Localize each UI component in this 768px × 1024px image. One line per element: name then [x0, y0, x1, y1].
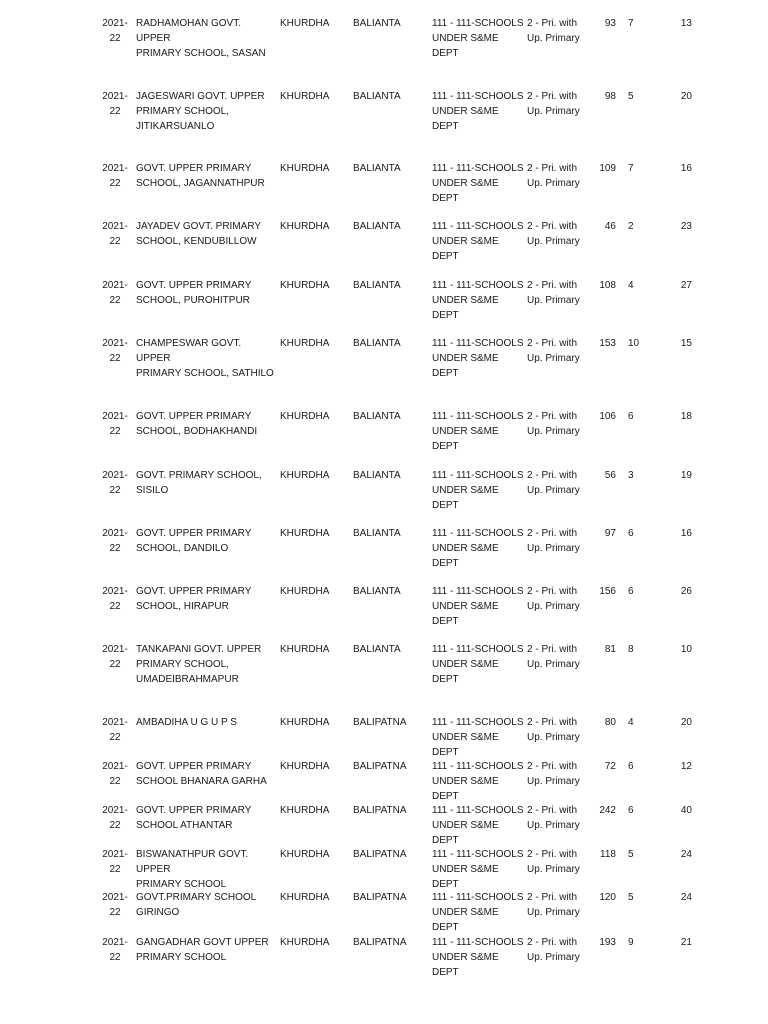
category-cell-line: Up. Primary	[527, 820, 580, 831]
school-name-cell-line: SCHOOL, DANDILO	[136, 543, 229, 554]
year-cell-line: 22	[109, 820, 121, 831]
year-cell-line: 2021-	[102, 892, 128, 903]
school-name-cell	[136, 642, 276, 687]
school-name-cell-line: UMADEIBRAHMAPUR	[136, 674, 239, 685]
count-3-cell: 20	[680, 91, 692, 102]
category-cell	[527, 935, 587, 965]
block-cell: BALIANTA	[353, 91, 401, 102]
management-cell	[432, 803, 524, 848]
category-cell-line: 2 - Pri. with	[527, 18, 578, 29]
count-1-cell: 56	[604, 470, 616, 481]
school-name-cell-line: PRIMARY SCHOOL	[136, 879, 227, 890]
school-name-cell-line: CHAMPESWAR GOVT. UPPER	[136, 338, 242, 364]
year-cell-line: 2021-	[102, 586, 128, 597]
school-name-cell-line: PRIMARY SCHOOL,	[136, 106, 229, 117]
district-cell: KHURDHA	[280, 717, 330, 728]
year-cell-line: 2021-	[102, 280, 128, 291]
block-cell: BALIANTA	[353, 280, 401, 291]
year-cell-line: 22	[109, 952, 121, 963]
school-name-cell	[136, 890, 276, 920]
count-3-cell: 18	[680, 411, 692, 422]
year-cell-line: 22	[109, 776, 121, 787]
year-cell-line: 2021-	[102, 411, 128, 422]
category-cell-line: Up. Primary	[527, 864, 580, 875]
count-3-cell: 19	[680, 470, 692, 481]
category-cell-line: Up. Primary	[527, 295, 580, 306]
school-name-cell	[136, 409, 276, 439]
category-cell	[527, 759, 587, 789]
count-2-cell: 7	[628, 163, 634, 174]
block-cell: BALIPATNA	[353, 761, 407, 772]
management-cell-line: UNDER S&ME DEPT	[432, 907, 499, 933]
year-cell	[100, 89, 130, 119]
management-cell-line: UNDER S&ME DEPT	[432, 659, 499, 685]
category-cell-line: Up. Primary	[527, 33, 580, 44]
block-cell: BALIANTA	[353, 18, 401, 29]
school-name-cell	[136, 935, 276, 965]
management-cell-line: 111 - 111-SCHOOLS	[432, 761, 524, 772]
management-cell	[432, 16, 524, 61]
count-3-cell: 27	[680, 280, 692, 291]
management-cell	[432, 847, 524, 892]
management-cell-line: UNDER S&ME DEPT	[432, 106, 499, 132]
year-cell	[100, 409, 130, 439]
count-2-cell: 6	[628, 586, 634, 597]
district-cell: KHURDHA	[280, 586, 330, 597]
district-cell: KHURDHA	[280, 805, 330, 816]
category-cell-line: 2 - Pri. with	[527, 528, 578, 539]
category-cell-line: 2 - Pri. with	[527, 470, 578, 481]
year-cell	[100, 526, 130, 556]
management-cell-line: UNDER S&ME DEPT	[432, 33, 499, 59]
year-cell	[100, 642, 130, 672]
year-cell-line: 22	[109, 732, 121, 743]
year-cell	[100, 468, 130, 498]
block-cell: BALIPATNA	[353, 849, 407, 860]
school-name-cell-line: RADHAMOHAN GOVT. UPPER	[136, 18, 242, 44]
category-cell-line: Up. Primary	[527, 426, 580, 437]
year-cell	[100, 759, 130, 789]
count-3-cell: 23	[680, 221, 692, 232]
year-cell	[100, 278, 130, 308]
school-name-cell-line: SCHOOL, KENDUBILLOW	[136, 236, 257, 247]
count-3-cell: 10	[680, 644, 692, 655]
management-cell-line: 111 - 111-SCHOOLS	[432, 470, 524, 481]
count-1-cell: 46	[604, 221, 616, 232]
school-name-cell	[136, 468, 276, 498]
year-cell-line: 2021-	[102, 937, 128, 948]
district-cell: KHURDHA	[280, 849, 330, 860]
management-cell-line: 111 - 111-SCHOOLS	[432, 280, 524, 291]
district-cell: KHURDHA	[280, 937, 330, 948]
category-cell-line: Up. Primary	[527, 952, 580, 963]
block-cell: BALIANTA	[353, 221, 401, 232]
year-cell-line: 2021-	[102, 805, 128, 816]
block-cell: BALIANTA	[353, 338, 401, 349]
category-cell-line: 2 - Pri. with	[527, 892, 578, 903]
year-cell-line: 22	[109, 864, 121, 875]
management-cell	[432, 278, 524, 323]
management-cell-line: UNDER S&ME DEPT	[432, 543, 499, 569]
management-cell-line: 111 - 111-SCHOOLS	[432, 528, 524, 539]
school-name-cell-line: GOVT. UPPER PRIMARY	[136, 280, 252, 291]
management-cell-line: 111 - 111-SCHOOLS	[432, 586, 524, 597]
district-cell: KHURDHA	[280, 91, 330, 102]
district-cell: KHURDHA	[280, 221, 330, 232]
count-1-cell: 118	[600, 849, 616, 860]
year-cell-line: 2021-	[102, 163, 128, 174]
school-name-cell-line: GOVT. UPPER PRIMARY	[136, 411, 252, 422]
school-name-cell	[136, 715, 276, 730]
category-cell-line: 2 - Pri. with	[527, 586, 578, 597]
category-cell	[527, 409, 587, 439]
count-2-cell: 6	[628, 411, 634, 422]
school-name-cell-line: SCHOOL ATHANTAR	[136, 820, 233, 831]
count-3-cell: 24	[680, 849, 692, 860]
count-3-cell: 21	[680, 937, 692, 948]
management-cell-line: UNDER S&ME DEPT	[432, 732, 499, 758]
management-cell-line: 111 - 111-SCHOOLS	[432, 892, 524, 903]
school-name-cell-line: PRIMARY SCHOOL, SATHILO	[136, 368, 274, 379]
block-cell: BALIPATNA	[353, 805, 407, 816]
count-2-cell: 3	[628, 470, 634, 481]
category-cell-line: 2 - Pri. with	[527, 805, 578, 816]
school-name-cell-line: GOVT.PRIMARY SCHOOL	[136, 892, 257, 903]
school-name-cell-line: SISILO	[136, 485, 169, 496]
category-cell	[527, 336, 587, 366]
year-cell-line: 22	[109, 543, 121, 554]
year-cell-line: 22	[109, 353, 121, 364]
school-name-cell	[136, 278, 276, 308]
school-name-cell	[136, 219, 276, 249]
management-cell-line: UNDER S&ME DEPT	[432, 952, 499, 978]
management-cell-line: UNDER S&ME DEPT	[432, 426, 499, 452]
management-cell-line: 111 - 111-SCHOOLS	[432, 18, 524, 29]
count-2-cell: 4	[628, 717, 634, 728]
management-cell	[432, 935, 524, 980]
school-name-cell-line: GOVT. UPPER PRIMARY	[136, 805, 252, 816]
block-cell: BALIANTA	[353, 470, 401, 481]
category-cell-line: 2 - Pri. with	[527, 221, 578, 232]
year-cell-line: 22	[109, 236, 121, 247]
management-cell-line: UNDER S&ME DEPT	[432, 353, 499, 379]
year-cell	[100, 584, 130, 614]
management-cell-line: UNDER S&ME DEPT	[432, 178, 499, 204]
category-cell-line: Up. Primary	[527, 907, 580, 918]
category-cell	[527, 161, 587, 191]
district-cell: KHURDHA	[280, 411, 330, 422]
school-name-cell-line: PRIMARY SCHOOL,	[136, 659, 229, 670]
school-name-cell-line: TANKAPANI GOVT. UPPER	[136, 644, 262, 655]
school-name-cell-line: PRIMARY SCHOOL	[136, 952, 227, 963]
school-name-cell-line: GOVT. UPPER PRIMARY	[136, 761, 252, 772]
management-cell-line: UNDER S&ME DEPT	[432, 820, 499, 846]
year-cell-line: 2021-	[102, 18, 128, 29]
school-name-cell-line: JAYADEV GOVT. PRIMARY	[136, 221, 262, 232]
school-name-cell	[136, 803, 276, 833]
count-3-cell: 15	[680, 338, 692, 349]
count-3-cell: 40	[680, 805, 692, 816]
year-cell-line: 2021-	[102, 470, 128, 481]
year-cell-line: 2021-	[102, 91, 128, 102]
block-cell: BALIANTA	[353, 586, 401, 597]
school-name-cell-line: GOVT. UPPER PRIMARY	[136, 586, 252, 597]
district-cell: KHURDHA	[280, 18, 330, 29]
school-name-cell-line: JAGESWARI GOVT. UPPER	[136, 91, 265, 102]
management-cell	[432, 336, 524, 381]
school-name-cell-line: SCHOOL, HIRAPUR	[136, 601, 229, 612]
school-name-cell	[136, 89, 276, 134]
block-cell: BALIPATNA	[353, 717, 407, 728]
school-name-cell-line: SCHOOL, JAGANNATHPUR	[136, 178, 265, 189]
count-2-cell: 2	[628, 221, 634, 232]
category-cell-line: Up. Primary	[527, 485, 580, 496]
count-1-cell: 72	[604, 761, 616, 772]
count-1-cell: 80	[604, 717, 616, 728]
year-cell-line: 22	[109, 295, 121, 306]
year-cell-line: 22	[109, 106, 121, 117]
school-name-cell-line: JITIKARSUANLO	[136, 121, 215, 132]
district-cell: KHURDHA	[280, 892, 330, 903]
year-cell-line: 22	[109, 601, 121, 612]
school-name-cell-line: GOVT. UPPER PRIMARY	[136, 528, 252, 539]
category-cell	[527, 642, 587, 672]
school-name-cell	[136, 847, 276, 892]
count-1-cell: 97	[604, 528, 616, 539]
category-cell	[527, 584, 587, 614]
district-cell: KHURDHA	[280, 163, 330, 174]
count-1-cell: 120	[599, 892, 616, 903]
year-cell-line: 2021-	[102, 528, 128, 539]
category-cell	[527, 847, 587, 877]
district-cell: KHURDHA	[280, 761, 330, 772]
count-3-cell: 16	[680, 528, 692, 539]
management-cell-line: UNDER S&ME DEPT	[432, 485, 499, 511]
school-name-cell	[136, 584, 276, 614]
management-cell	[432, 759, 524, 804]
category-cell-line: 2 - Pri. with	[527, 644, 578, 655]
year-cell	[100, 847, 130, 877]
management-cell	[432, 642, 524, 687]
school-name-cell	[136, 759, 276, 789]
category-cell-line: Up. Primary	[527, 659, 580, 670]
count-1-cell: 156	[599, 586, 616, 597]
category-cell	[527, 526, 587, 556]
count-3-cell: 20	[680, 717, 692, 728]
count-1-cell: 106	[599, 411, 616, 422]
management-cell	[432, 890, 524, 935]
management-cell-line: 111 - 111-SCHOOLS	[432, 338, 524, 349]
year-cell-line: 2021-	[102, 717, 128, 728]
management-cell	[432, 219, 524, 264]
count-2-cell: 6	[628, 528, 634, 539]
count-1-cell: 98	[604, 91, 616, 102]
block-cell: BALIANTA	[353, 644, 401, 655]
year-cell-line: 2021-	[102, 338, 128, 349]
management-cell	[432, 89, 524, 134]
count-1-cell: 193	[599, 937, 616, 948]
count-3-cell: 16	[680, 163, 692, 174]
year-cell	[100, 890, 130, 920]
year-cell-line: 2021-	[102, 221, 128, 232]
management-cell-line: 111 - 111-SCHOOLS	[432, 91, 524, 102]
school-name-cell-line: SCHOOL BHANARA GARHA	[136, 776, 267, 787]
management-cell-line: 111 - 111-SCHOOLS	[432, 221, 524, 232]
year-cell-line: 2021-	[102, 761, 128, 772]
count-2-cell: 10	[628, 338, 640, 349]
year-cell	[100, 219, 130, 249]
school-name-cell-line: SCHOOL, PUROHITPUR	[136, 295, 250, 306]
category-cell	[527, 715, 587, 745]
category-cell-line: Up. Primary	[527, 106, 580, 117]
year-cell	[100, 16, 130, 46]
category-cell-line: Up. Primary	[527, 543, 580, 554]
school-name-cell-line: GOVT. UPPER PRIMARY	[136, 163, 252, 174]
management-cell	[432, 409, 524, 454]
category-cell	[527, 890, 587, 920]
management-cell-line: UNDER S&ME DEPT	[432, 295, 499, 321]
year-cell-line: 22	[109, 178, 121, 189]
year-cell	[100, 336, 130, 366]
count-1-cell: 242	[599, 805, 616, 816]
school-name-cell-line: SCHOOL, BODHAKHANDI	[136, 426, 258, 437]
count-3-cell: 13	[680, 18, 692, 29]
school-name-cell	[136, 526, 276, 556]
count-1-cell: 81	[604, 644, 616, 655]
category-cell	[527, 89, 587, 119]
category-cell-line: 2 - Pri. with	[527, 937, 578, 948]
district-cell: KHURDHA	[280, 470, 330, 481]
count-1-cell: 93	[604, 18, 616, 29]
count-2-cell: 8	[628, 644, 634, 655]
category-cell-line: 2 - Pri. with	[527, 280, 578, 291]
year-cell	[100, 715, 130, 745]
count-2-cell: 5	[628, 849, 634, 860]
count-2-cell: 6	[628, 761, 634, 772]
category-cell	[527, 278, 587, 308]
category-cell-line: Up. Primary	[527, 178, 580, 189]
category-cell-line: 2 - Pri. with	[527, 338, 578, 349]
management-cell-line: 111 - 111-SCHOOLS	[432, 163, 524, 174]
management-cell-line: UNDER S&ME DEPT	[432, 236, 499, 262]
count-1-cell: 153	[599, 338, 616, 349]
count-2-cell: 6	[628, 805, 634, 816]
category-cell	[527, 16, 587, 46]
management-cell-line: 111 - 111-SCHOOLS	[432, 411, 524, 422]
year-cell	[100, 161, 130, 191]
category-cell	[527, 803, 587, 833]
management-cell	[432, 715, 524, 760]
count-1-cell: 109	[599, 163, 616, 174]
category-cell	[527, 468, 587, 498]
category-cell-line: Up. Primary	[527, 601, 580, 612]
school-name-cell	[136, 336, 276, 381]
category-cell-line: 2 - Pri. with	[527, 849, 578, 860]
count-3-cell: 24	[680, 892, 692, 903]
year-cell	[100, 935, 130, 965]
year-cell-line: 2021-	[102, 849, 128, 860]
management-cell-line: UNDER S&ME DEPT	[432, 601, 499, 627]
management-cell-line: 111 - 111-SCHOOLS	[432, 717, 524, 728]
category-cell-line: 2 - Pri. with	[527, 411, 578, 422]
category-cell-line: 2 - Pri. with	[527, 163, 578, 174]
count-3-cell: 12	[680, 761, 692, 772]
year-cell-line: 22	[109, 659, 121, 670]
count-2-cell: 4	[628, 280, 634, 291]
year-cell	[100, 803, 130, 833]
count-3-cell: 26	[680, 586, 692, 597]
block-cell: BALIPATNA	[353, 937, 407, 948]
category-cell	[527, 219, 587, 249]
category-cell-line: Up. Primary	[527, 732, 580, 743]
management-cell	[432, 161, 524, 206]
year-cell-line: 22	[109, 907, 121, 918]
school-name-cell-line: GANGADHAR GOVT UPPER	[136, 937, 269, 948]
management-cell-line: 111 - 111-SCHOOLS	[432, 937, 524, 948]
school-name-cell	[136, 161, 276, 191]
category-cell-line: Up. Primary	[527, 236, 580, 247]
block-cell: BALIANTA	[353, 528, 401, 539]
year-cell-line: 2021-	[102, 644, 128, 655]
school-name-cell	[136, 16, 276, 61]
count-1-cell: 108	[599, 280, 616, 291]
category-cell-line: 2 - Pri. with	[527, 91, 578, 102]
district-cell: KHURDHA	[280, 338, 330, 349]
category-cell-line: Up. Primary	[527, 776, 580, 787]
category-cell-line: 2 - Pri. with	[527, 761, 578, 772]
school-name-cell-line: PRIMARY SCHOOL, SASAN	[136, 48, 266, 59]
school-name-cell-line: GOVT. PRIMARY SCHOOL,	[136, 470, 262, 481]
block-cell: BALIANTA	[353, 163, 401, 174]
management-cell-line: UNDER S&ME DEPT	[432, 864, 499, 890]
management-cell	[432, 526, 524, 571]
year-cell-line: 22	[109, 426, 121, 437]
block-cell: BALIPATNA	[353, 892, 407, 903]
management-cell	[432, 584, 524, 629]
count-2-cell: 7	[628, 18, 634, 29]
school-name-cell-line: BISWANATHPUR GOVT. UPPER	[136, 849, 249, 875]
block-cell: BALIANTA	[353, 411, 401, 422]
year-cell-line: 22	[109, 485, 121, 496]
management-cell-line: UNDER S&ME DEPT	[432, 776, 499, 802]
count-2-cell: 5	[628, 892, 634, 903]
school-name-cell-line: GIRINGO	[136, 907, 180, 918]
district-cell: KHURDHA	[280, 280, 330, 291]
count-2-cell: 9	[628, 937, 634, 948]
management-cell-line: 111 - 111-SCHOOLS	[432, 849, 524, 860]
category-cell-line: 2 - Pri. with	[527, 717, 578, 728]
school-name-cell-line: AMBADIHA U G U P S	[136, 717, 237, 728]
district-cell: KHURDHA	[280, 528, 330, 539]
district-cell: KHURDHA	[280, 644, 330, 655]
year-cell-line: 22	[109, 33, 121, 44]
management-cell	[432, 468, 524, 513]
category-cell-line: Up. Primary	[527, 353, 580, 364]
management-cell-line: 111 - 111-SCHOOLS	[432, 805, 524, 816]
management-cell-line: 111 - 111-SCHOOLS	[432, 644, 524, 655]
count-2-cell: 5	[628, 91, 634, 102]
